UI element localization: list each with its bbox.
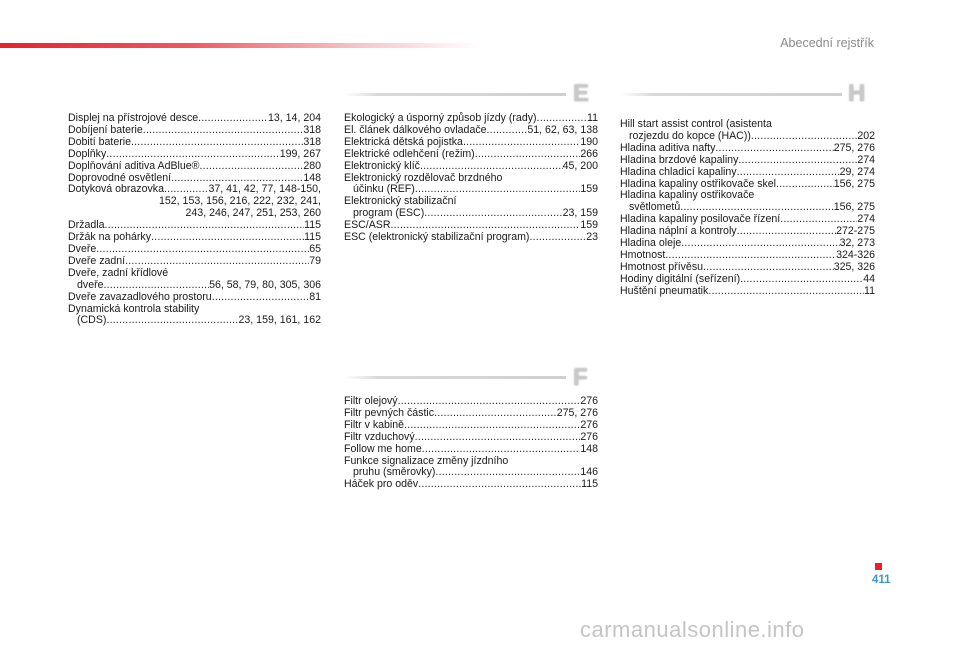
header-accent-bar (0, 43, 480, 48)
entry-term: Elektronický klíč (344, 159, 420, 172)
entry-term: světlometů (629, 201, 681, 214)
entry-term: Hodiny digitální (seřízení) (620, 272, 741, 285)
dot-leader (776, 179, 834, 191)
dot-leader (463, 137, 580, 149)
entry-pages: 318 (303, 123, 321, 136)
dot-leader (106, 315, 238, 327)
entry-term: pruhu (směrovky) (353, 466, 436, 479)
entry-pages: 23 (586, 231, 598, 244)
index-entry-line (68, 137, 321, 149)
index-entry-line (620, 155, 875, 167)
index-entry-continuation (68, 280, 321, 292)
entry-pages: 202 (857, 129, 875, 142)
entry-term: Doplňky (68, 147, 107, 160)
dot-leader (708, 286, 864, 298)
entry-term: ESC/ASR (344, 219, 391, 232)
entry-term: Dotyková obrazovka (68, 183, 164, 196)
index-entry-line (68, 268, 321, 280)
entry-term: rozjezdu do kopce (HAC)) (629, 129, 751, 142)
entry-term: Elektrické odlehčení (režim) (344, 147, 475, 160)
entry-pages: 325, 326 (833, 260, 875, 273)
index-entry (344, 149, 598, 161)
entry-term: Dobití baterie (68, 135, 132, 148)
index-entry (620, 167, 875, 179)
section-f-letter: F (573, 364, 589, 391)
section-h-rule (620, 93, 842, 96)
entry-pages: 13, 14, 204 (267, 112, 321, 124)
dot-leader (681, 238, 839, 250)
entry-term: program (ESC) (353, 207, 425, 220)
dot-leader (434, 408, 557, 420)
entry-pages-continuation: 243, 246, 247, 251, 253, 260 (185, 207, 321, 220)
index-entry-line (344, 161, 598, 173)
index-entry (620, 190, 875, 214)
entry-term: Dveře (68, 242, 97, 255)
dot-leader (422, 444, 581, 456)
index-entry-line (344, 137, 598, 149)
index-entry-line (620, 286, 875, 298)
entry-term: Háček pro oděv (344, 478, 419, 491)
dot-leader (737, 226, 837, 238)
entry-term: Follow me home (344, 442, 422, 455)
entry-pages: 190 (580, 135, 598, 148)
index-entry-line (68, 256, 321, 268)
entry-term: Displej na přístrojové desce (68, 112, 199, 124)
index-entry-line (620, 274, 875, 286)
entry-term: Filtr pevných částic (344, 406, 435, 419)
entry-term: Dynamická kontrola stability (68, 302, 200, 315)
entry-pages: 275, 276 (833, 141, 875, 154)
entry-term: Filtr vzduchový (344, 430, 415, 443)
index-entry (344, 456, 598, 480)
index-entry-line (68, 232, 321, 244)
section-h-letter: H (848, 80, 867, 107)
index-entry-line (620, 143, 875, 155)
index-entry (68, 137, 321, 149)
entry-pages: 115 (581, 478, 598, 491)
index-entry (620, 143, 875, 155)
index-entry-line (344, 420, 598, 432)
page-title: Abecední rejstřík (780, 36, 874, 50)
entry-pages: 23, 159, 161, 162 (238, 314, 321, 327)
index-entry (344, 479, 598, 491)
dot-leader (737, 167, 840, 179)
index-entry (344, 232, 598, 244)
entry-pages: 32, 273 (839, 237, 875, 250)
entry-term: Ekologický a úsporný způsob jízdy (rady) (344, 112, 537, 124)
entry-pages: 156, 275 (833, 201, 875, 214)
dot-leader (212, 292, 310, 304)
entry-term: ESC (elektronický stabilizační program) (344, 231, 530, 244)
entry-term: El. článek dálkového ovladače (344, 123, 487, 136)
index-entry (68, 149, 321, 161)
entry-pages: 324-326 (836, 248, 875, 261)
entry-pages: 275, 276 (556, 406, 598, 419)
index-entry (620, 274, 875, 286)
dot-leader (435, 467, 580, 479)
entry-term: Filtr olejový (344, 395, 398, 407)
entry-pages: 115 (304, 231, 321, 244)
entry-term: Držák na pohárky (68, 231, 152, 244)
entry-term: (CDS) (77, 314, 107, 327)
dot-leader (738, 155, 857, 167)
index-entry-line (344, 432, 598, 444)
index-entry (344, 161, 598, 173)
index-entry (68, 304, 321, 328)
entry-term: Dveře zadní (68, 254, 126, 267)
entry-term: Hladina chladicí kapaliny (620, 165, 737, 178)
dot-leader (143, 125, 304, 137)
entry-pages: 115 (304, 219, 321, 232)
entry-term: Elektronický stabilizační (344, 195, 457, 208)
dot-leader (96, 244, 309, 256)
index-entry-continuation (68, 315, 321, 327)
entry-pages: 318 (303, 135, 321, 148)
index-entry (620, 155, 875, 167)
entry-term: Funkce signalizace změny jízdního (344, 454, 509, 467)
dot-leader (487, 125, 528, 137)
entry-pages: 148 (303, 171, 321, 184)
entry-term: Elektronický rozdělovač brzdného (344, 171, 503, 184)
entry-pages: 276 (580, 430, 598, 443)
entry-term: Hladina náplní a kontroly (620, 225, 737, 238)
entry-term: Hladina kapaliny ostřikovače (620, 189, 755, 202)
index-entry-line (68, 292, 321, 304)
page-marker (875, 563, 882, 570)
entry-pages: 11 (864, 284, 875, 297)
entry-pages-continuation: 152, 153, 156, 216, 222, 232, 241, (159, 195, 321, 208)
entry-pages: 274 (857, 153, 875, 166)
index-entry (620, 286, 875, 298)
entry-pages: 23, 159 (562, 207, 598, 220)
entry-pages: 79 (309, 254, 321, 267)
index-entry-line (344, 479, 598, 491)
index-entry (68, 268, 321, 292)
index-entry (68, 184, 321, 220)
dot-leader (200, 161, 304, 173)
dot-leader (104, 280, 210, 292)
entry-pages: 81 (309, 290, 321, 303)
index-entry-line (620, 167, 875, 179)
index-column-e (344, 113, 598, 244)
entry-pages: 37, 41, 42, 77, 148-150, (208, 183, 321, 196)
entry-pages: 11 (587, 112, 598, 124)
dot-leader (715, 143, 833, 155)
index-entry-line (68, 161, 321, 173)
index-entry (344, 432, 598, 444)
entry-pages: 148 (580, 442, 598, 455)
index-entry (344, 137, 598, 149)
entry-term: účinku (REF) (353, 183, 415, 196)
entry-pages: 146 (580, 466, 598, 479)
entry-term: Doplňování aditiva AdBlue® (68, 159, 200, 172)
index-entry (620, 119, 875, 143)
dot-leader (131, 137, 303, 149)
entry-pages: 199, 267 (279, 147, 321, 160)
entry-pages: 44 (863, 272, 875, 285)
section-f-rule (344, 376, 566, 379)
dot-leader (151, 232, 304, 244)
entry-pages: 159 (580, 183, 598, 196)
entry-term: Doprovodné osvětlení (68, 171, 172, 184)
dot-leader (415, 432, 581, 444)
entry-pages: 276 (580, 395, 598, 407)
index-entry (68, 161, 321, 173)
entry-term: Dveře zavazadlového prostoru (68, 290, 212, 303)
entry-pages: 51, 62, 63, 138 (527, 123, 598, 136)
entry-term: Huštění pneumatik (620, 284, 709, 297)
dot-leader (106, 149, 279, 161)
entry-term: Hladina kapaliny ostřikovače skel (620, 177, 777, 190)
dot-leader (424, 208, 562, 220)
dot-leader (418, 479, 581, 491)
entry-term: Držadla (68, 219, 105, 232)
dot-leader (198, 113, 268, 125)
entry-pages: 280 (303, 159, 321, 172)
entry-term: Hill start assist control (asistenta (620, 118, 772, 130)
dot-leader (404, 420, 580, 432)
dot-leader (703, 262, 834, 274)
index-entry (344, 173, 598, 197)
entry-term: Filtr v kabině (344, 418, 405, 431)
entry-pages: 45, 200 (562, 159, 598, 172)
entry-term: dveře (77, 278, 104, 291)
index-entry (344, 196, 598, 220)
page-number: 411 (872, 574, 891, 586)
index-entry (344, 420, 598, 432)
entry-pages: 29, 274 (839, 165, 875, 178)
dot-leader (420, 161, 563, 173)
watermark: carmanualsonline.info (580, 617, 805, 642)
index-entry-line (68, 149, 321, 161)
dot-leader (125, 256, 309, 268)
dot-leader (529, 232, 586, 244)
index-entry (344, 444, 598, 456)
dot-leader (740, 274, 863, 286)
entry-pages: 156, 275 (833, 177, 875, 190)
index-entry-line (344, 149, 598, 161)
entry-pages: 266 (580, 147, 598, 160)
entry-pages: 159 (580, 219, 598, 232)
entry-pages: 56, 58, 79, 80, 305, 306 (209, 278, 321, 291)
entry-term: Dveře, zadní křídlové (68, 266, 169, 279)
index-column-f (344, 396, 598, 491)
entry-term: Hmotnost přívěsu (620, 260, 704, 273)
index-entry-line (344, 232, 598, 244)
entry-term: Hladina kapaliny posilovače řízení (620, 213, 781, 226)
entry-pages: 65 (309, 242, 321, 255)
entry-term: Hladina oleje (620, 237, 682, 250)
entry-pages: 272-275 (836, 225, 875, 238)
index-entry-line (344, 444, 598, 456)
index-column-h (620, 119, 875, 298)
index-entry-line (620, 262, 875, 274)
index-entry (68, 256, 321, 268)
entry-term: Hladina brzdové kapaliny (620, 153, 739, 166)
index-column-d (68, 113, 321, 327)
section-e-rule (344, 93, 566, 96)
dot-leader (475, 149, 581, 161)
section-e-letter: E (573, 80, 591, 107)
entry-term: Dobíjení baterie (68, 123, 143, 136)
index-entry (620, 262, 875, 274)
entry-pages: 274 (857, 213, 875, 226)
index-entry (68, 232, 321, 244)
entry-term: Elektrická dětská pojistka (344, 135, 463, 148)
entry-term: Hmotnost (620, 248, 666, 261)
entry-term: Hladina aditiva nafty (620, 141, 716, 154)
index-entry (68, 292, 321, 304)
entry-pages: 276 (580, 418, 598, 431)
